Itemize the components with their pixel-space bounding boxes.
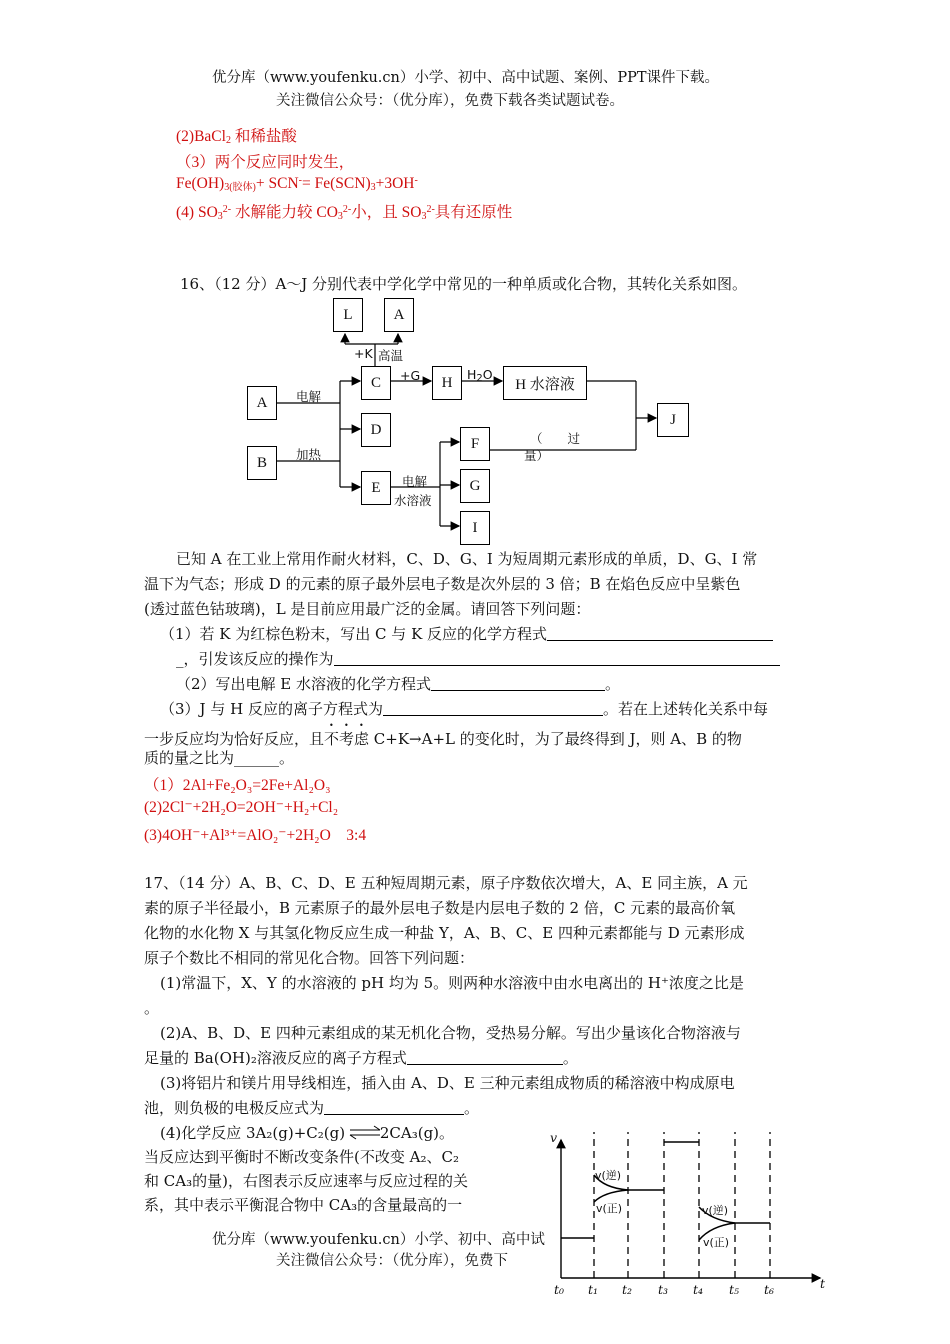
node-b: B bbox=[247, 446, 277, 480]
q16-answer-3: (3)4OH⁻+Al³⁺=AlO₂⁻+2H₂O 3:4 bbox=[144, 827, 367, 844]
q17-sub-2a: (2)A、B、D、E 四种元素组成的某无机化合物，受热易分解。写出少量该化合物溶液与 bbox=[160, 1024, 741, 1042]
answer-blank[interactable] bbox=[334, 649, 780, 666]
v-fwd-label-2: v(正) bbox=[703, 1236, 730, 1249]
tick-t0: t₀ bbox=[554, 1282, 565, 1297]
q17-line-4: 原子个数比不相同的常见化合物。回答下列问题： bbox=[144, 949, 475, 967]
v-rev-label-1: v(逆) bbox=[595, 1169, 622, 1182]
node-e: E bbox=[361, 471, 391, 505]
node-j: J bbox=[657, 403, 689, 437]
q17-sub-1b: 。 bbox=[144, 999, 160, 1017]
tick-t1: t₁ bbox=[588, 1282, 599, 1297]
q17-line-1: 17、（14 分）A、B、C、D、E 五种短周期元素，原子序数依次增大，A、E 同主族，A 元 bbox=[144, 874, 748, 892]
q16-para-2: 温下为气态；形成 D 的元素的原子最外层电子数是次外层的 3 倍；B 在焰色反应中呈紫色 bbox=[144, 575, 741, 593]
prev-answer-2: (2)BaCl$_2$ 和稀盐酸 bbox=[176, 128, 297, 146]
q17-sub-4b: 当反应达到平衡时不断改变条件(不改变 A₂、C₂ bbox=[144, 1148, 459, 1166]
footer-line-2: 关注微信公众号：（优分库），免费下 bbox=[276, 1253, 508, 1269]
v-fwd-label-1: v(正) bbox=[596, 1202, 623, 1215]
tick-t3: t₃ bbox=[658, 1282, 669, 1297]
answer-blank[interactable] bbox=[547, 624, 773, 641]
label-excess-b: 量） bbox=[524, 448, 550, 463]
header-line-1: 优分库（www.youfenku.cn）小学、初中、高中试题、案例、PPT课件下载。 bbox=[212, 70, 720, 86]
node-f: F bbox=[460, 427, 490, 461]
q16-para-3: (透过蓝色钴玻璃)，L 是目前应用最广泛的金属。请回答下列问题： bbox=[144, 600, 591, 618]
q17-sub-4d: 系，其中表示平衡混合物中 CA₃的含量最高的一 bbox=[144, 1196, 463, 1214]
label-heating: 加热 bbox=[296, 447, 322, 462]
tick-t4: t₄ bbox=[693, 1282, 704, 1297]
q17-sub-4a: (4)化学反应 3A₂(g)+C₂(g) 2CA₃(g)。 bbox=[160, 1124, 455, 1142]
label-h2o: $H_2O$ bbox=[467, 367, 493, 384]
label-high-temp: 高温 bbox=[378, 348, 404, 363]
label-plus-g: +G bbox=[400, 368, 421, 383]
node-h-aqueous: H 水溶液 bbox=[503, 366, 587, 400]
q16-sub-3c: 质的量之比为______。 bbox=[144, 749, 295, 767]
v-rev-label-2: v(逆) bbox=[702, 1204, 729, 1217]
prev-answer-4: (4) $SO_3^{2-}$ 水解能力较 $CO_3^{2-}$小，且 $SO_3^{2-}$具有还原性 bbox=[176, 204, 513, 222]
node-a-top: A bbox=[384, 298, 414, 332]
q16-sub-2: （2）写出电解 E 水溶液的化学方程式 。 bbox=[176, 675, 621, 693]
node-i: I bbox=[460, 511, 490, 545]
node-l: L bbox=[333, 298, 363, 332]
q17-sub-1: (1)常温下，X、Y 的水溶液的 pH 均为 5。则两种水溶液中由水电离出的 H⁺浓度之比是 bbox=[160, 974, 744, 992]
q17-line-3: 化物的水化物 X 与其氢化物反应生成一种盐 Y，A、B、C、E 四种元素都能与 D 元素形成 bbox=[144, 924, 745, 942]
node-c: C bbox=[361, 366, 391, 400]
q16-title: 16、（12 分）A～J 分别代表中学化学中常见的一种单质或化合物，其转化关系如图。 bbox=[180, 275, 748, 293]
node-a: A bbox=[247, 386, 277, 420]
node-h: H bbox=[432, 366, 462, 400]
footer-line-1: 优分库（www.youfenku.cn）小学、初中、高中试 bbox=[212, 1232, 545, 1248]
prev-answer-3-equation: $Fe(OH)_{3(胶体)}+ SCN^-= Fe(SCN)_3+3OH^-$ bbox=[176, 175, 418, 193]
q16-para-1: 已知 A 在工业上常用作耐火材料，C、D、G、I 为短周期元素形成的单质，D、G、I 常 bbox=[176, 550, 758, 568]
q16-sub-1a: （1）若 K 为红棕色粉末，写出 C 与 K 反应的化学方程式 bbox=[160, 622, 773, 646]
graph-svg bbox=[548, 1130, 840, 1344]
label-excess-a: （ 过 bbox=[530, 431, 581, 446]
q16-answer-2: (2)2Cl⁻+2H₂O=2OH⁻+H₂+Cl₂ bbox=[144, 799, 339, 816]
label-plus-k: +K bbox=[354, 346, 373, 361]
tick-t2: t₂ bbox=[622, 1282, 633, 1297]
label-aqueous: 水溶液 bbox=[394, 493, 432, 508]
tick-t5: t₅ bbox=[729, 1282, 740, 1297]
equilibrium-arrow-icon bbox=[348, 1124, 382, 1142]
rate-time-graph bbox=[548, 1130, 840, 1344]
q17-sub-3a: (3)将铝片和镁片用导线相连，插入由 A、D、E 三种元素组成物质的稀溶液中构成原电 bbox=[160, 1074, 735, 1092]
x-axis-label: t bbox=[820, 1276, 826, 1291]
node-d: D bbox=[361, 413, 391, 447]
answer-blank[interactable] bbox=[324, 1098, 464, 1115]
q17-sub-4c: 和 CA₃的量)，右图表示反应速率与反应过程的关 bbox=[144, 1172, 468, 1190]
y-axis-label: v bbox=[550, 1130, 558, 1145]
q17-sub-2b: 足量的 Ba(OH)₂溶液反应的离子方程式 。 bbox=[144, 1049, 578, 1067]
tick-t6: t₆ bbox=[764, 1282, 775, 1297]
q16-sub-3a: （3）J 与 H 反应的离子方程式为 。若在上述转化关系中每 bbox=[160, 700, 768, 718]
node-g: G bbox=[460, 469, 490, 503]
answer-blank[interactable] bbox=[383, 699, 603, 716]
label-electrolysis: 电解 bbox=[296, 389, 322, 404]
answer-blank[interactable] bbox=[407, 1048, 563, 1065]
q17-line-2: 素的原子半径最小，B 元素原子的最外层电子数是内层电子数的 2 倍，C 元素的最高价氧 bbox=[144, 899, 736, 917]
prev-answer-3: （3）两个反应同时发生， bbox=[176, 154, 355, 171]
q16-answer-1: （1）2Al+Fe₂O₃=2Fe+Al₂O₃ bbox=[144, 777, 331, 794]
q16-sub-1b: _，引发该反应的操作为 bbox=[176, 647, 780, 671]
label-electrolysis-2: 电解 bbox=[402, 474, 428, 489]
q17-sub-3b: 池，则负极的电极反应式为 。 bbox=[144, 1099, 480, 1117]
answer-blank[interactable] bbox=[431, 674, 605, 691]
header-line-2: 关注微信公众号：（优分库），免费下载各类试题试卷。 bbox=[276, 93, 624, 109]
q16-sub-3b: 一步反应均为恰好反应，且不考虑 C+K→A+L 的变化时，为了最终得到 J，则 A、B 的物 bbox=[144, 730, 742, 748]
